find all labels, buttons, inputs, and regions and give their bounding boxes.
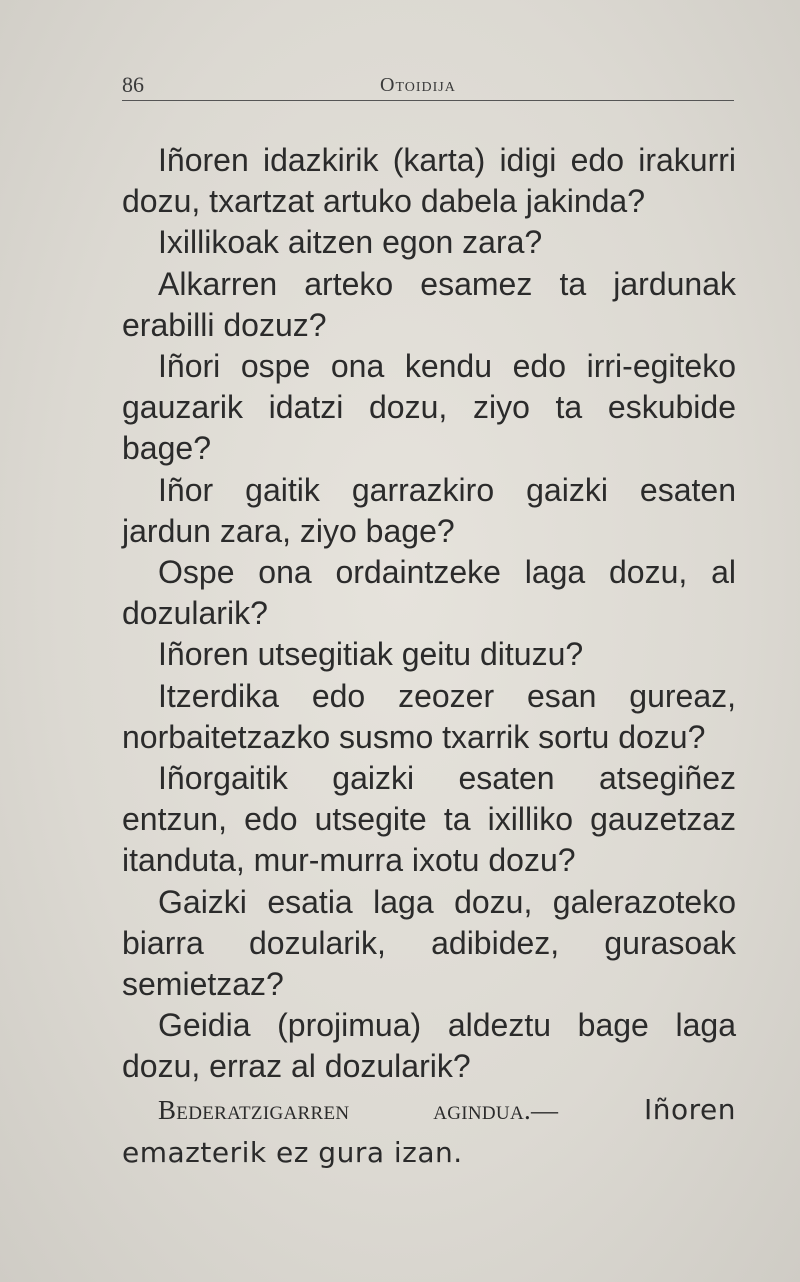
- paragraph: Itzerdika edo zeozer esan gureaz, norbaitetzazko susmo txarrik sortu dozu?: [122, 677, 736, 755]
- paragraph: Iñor gaitik garrazkiro gaizki esaten jardun zara, ziyo bage?: [122, 471, 736, 549]
- paragraph: Iñoren idazkirik (karta) idigi edo irakurri dozu, txartzat artuko dabela jakinda?: [122, 142, 736, 220]
- paragraph: Alkarren arteko esamez ta jardunak erabilli dozuz?: [122, 265, 736, 343]
- page-header: [122, 68, 734, 98]
- body-text: [122, 140, 736, 1173]
- running-title: Otoidija: [380, 74, 456, 96]
- page-number: 86: [122, 72, 144, 97]
- header-rule: [122, 100, 734, 101]
- paragraph: Iñoren utsegitiak geitu dituzu?: [158, 636, 584, 673]
- paragraph: Geidia (projimua) aldeztu bage laga dozu, erraz al dozularik?: [122, 1007, 736, 1085]
- paragraph: Iñorgaitik gaizki esaten atsegiñez entzun, edo utsegite ta ixilliko gauzetzaz itanduta, mur-murra ixotu dozu?: [122, 760, 736, 879]
- paragraph: Gaizki esatia laga dozu, galerazoteko biarra dozularik, adibidez, gurasoak semietzaz?: [122, 883, 736, 1003]
- commandment-text: Iñoren emazterik ez gura izan.: [122, 1092, 736, 1169]
- paragraph: Ospe ona ordaintzeke laga dozu, al dozularik?: [122, 554, 736, 632]
- paragraph: Iñori ospe ona kendu edo irri-egiteko gauzarik idatzi dozu, ziyo ta eskubide bage?: [122, 348, 736, 467]
- paragraph: Ixillikoak aitzen egon zara?: [158, 224, 543, 261]
- commandment-label: Bederatzigarren agindua.—: [158, 1094, 559, 1125]
- commandment-heading: [122, 1088, 736, 1173]
